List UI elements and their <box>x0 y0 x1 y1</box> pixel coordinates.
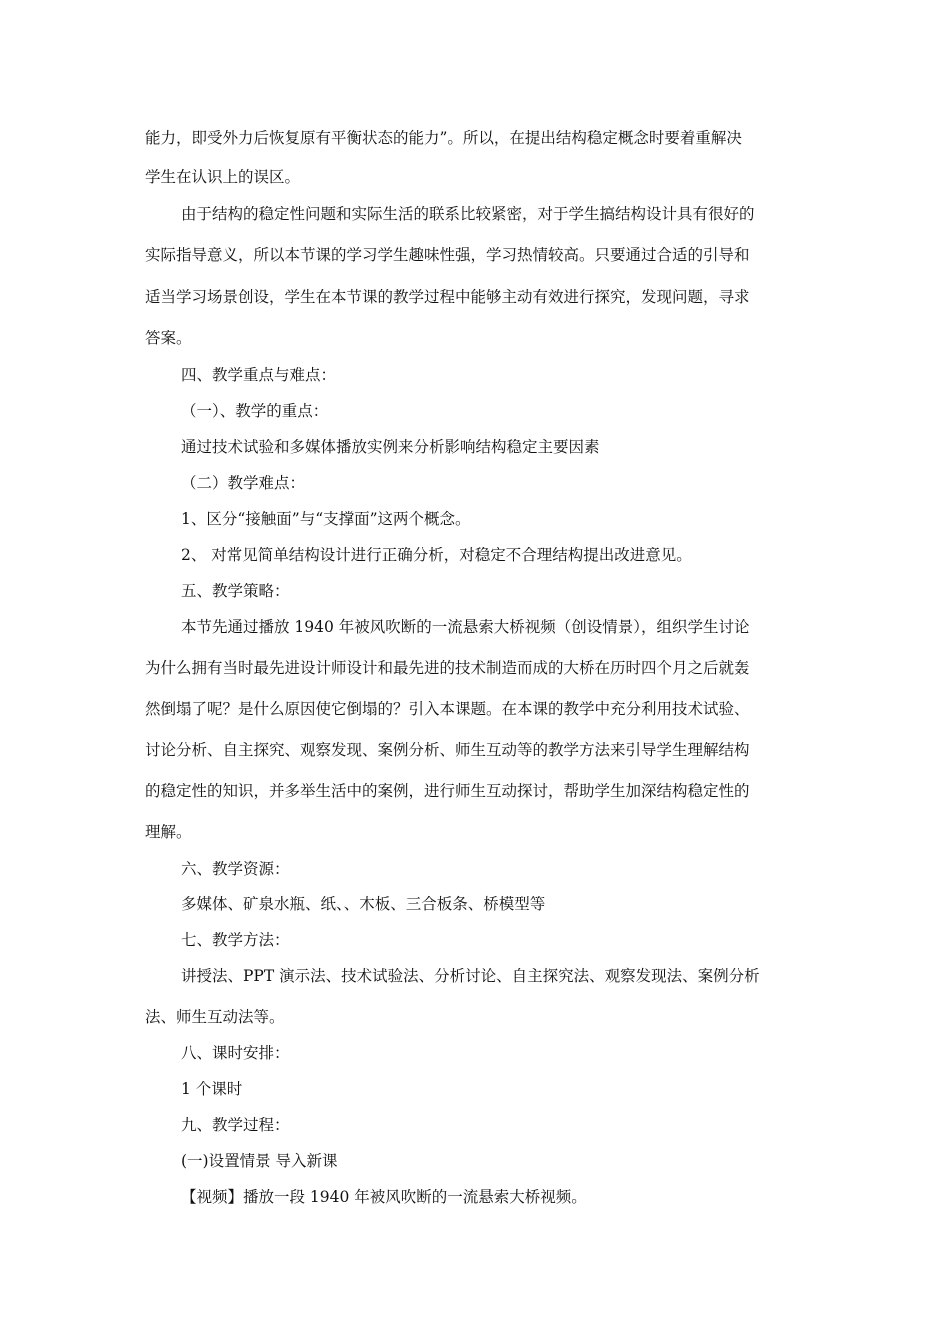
section-heading: 九、教学过程： <box>181 1116 290 1134</box>
section-heading: 五、教学策略： <box>181 582 290 600</box>
list-item: 1、区分“接触面”与“支撑面”这两个概念。 <box>181 510 471 528</box>
subsection-heading: （一）、教学的重点： <box>181 402 329 420</box>
body-text-line: 为什么拥有当时最先进设计师设计和最先进的技术制造而成的大桥在历时四个月之后就轰 <box>145 659 750 677</box>
body-text-line: 然倒塌了呢？是什么原因使它倒塌的？引入本课题。在本课的教学中充分利用技术试验、 <box>145 700 750 718</box>
body-text-line: 的稳定性的知识，并多举生活中的案例，进行师生互动探讨，帮助学生加深结构稳定性的 <box>145 782 750 800</box>
body-text-line: 理解。 <box>145 823 192 841</box>
body-text-line: 适当学习场景创设，学生在本节课的教学过程中能够主动有效进行探究，发现问题，寻求 <box>145 288 750 306</box>
subsection-heading: （二）教学难点： <box>181 474 306 492</box>
body-text-line: 多媒体、矿泉水瓶、纸、、木板、三合板条、桥模型等 <box>181 895 546 913</box>
section-heading: 七、教学方法： <box>181 931 290 949</box>
body-text-line: 本节先通过播放 1940 年被风吹断的一流悬索大桥视频（创设情景），组织学生讨论 <box>181 618 750 636</box>
section-heading: 六、教学资源： <box>181 860 290 878</box>
body-text-line: 【视频】播放一段 1940 年被风吹断的一流悬索大桥视频。 <box>181 1188 587 1206</box>
body-text-line: 答案。 <box>145 329 192 347</box>
body-text-line: 学生在认识上的误区。 <box>145 168 301 186</box>
body-text-line: 讲授法、PPT 演示法、技术试验法、分析讨论、自主探究法、观察发现法、案例分析 <box>181 967 760 985</box>
body-text-line: 通过技术试验和多媒体播放实例来分析影响结构稳定主要因素 <box>181 438 600 456</box>
section-heading: 八、课时安排： <box>181 1044 290 1062</box>
body-text-line: 1 个课时 <box>181 1080 243 1098</box>
body-text-line: 法、师生互动法等。 <box>145 1008 285 1026</box>
subsection-heading: (一)设置情景 导入新课 <box>181 1152 338 1170</box>
section-heading: 四、教学重点与难点： <box>181 366 337 384</box>
body-text-line: 实际指导意义，所以本节课的学习学生趣味性强，学习热情较高。只要通过合适的引导和 <box>145 246 750 264</box>
list-item: 2、 对常见简单结构设计进行正确分析，对稳定不合理结构提出改进意见。 <box>181 546 692 564</box>
body-text-line: 由于结构的稳定性问题和实际生活的联系比较紧密，对于学生搞结构设计具有很好的 <box>181 205 755 223</box>
body-text-line: 能力，即受外力后恢复原有平衡状态的能力”。所以，在提出结构稳定概念时要着重解决 <box>145 129 742 147</box>
body-text-line: 讨论分析、自主探究、观察发现、案例分析、师生互动等的教学方法来引导学生理解结构 <box>145 741 750 759</box>
